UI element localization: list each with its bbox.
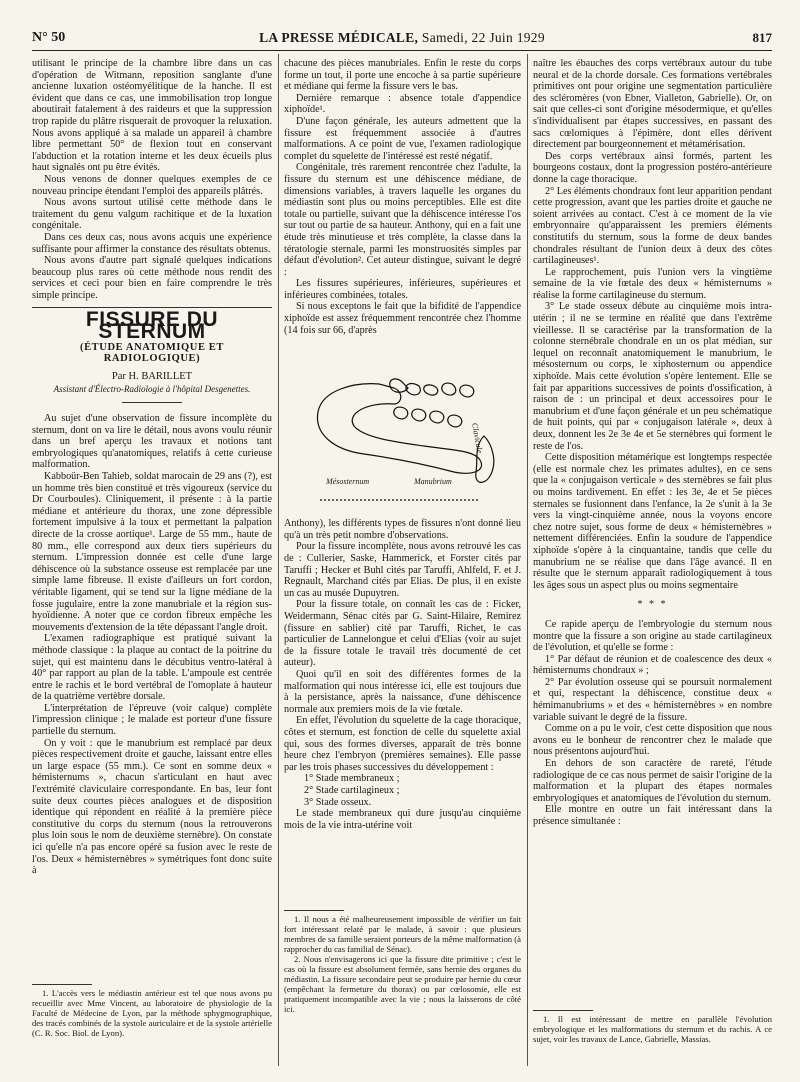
paragraph: L'interprétation de l'épreuve (voir calque) complète l'impression clinique ; le malade est porteur d'une fissure partielle du sternum. — [32, 702, 272, 738]
footnote-text: 2. Nous n'envisagerons ici que la fissure dite primitive ; c'est le cas où la fissure est absolument fermée, sans hernie des organes du médiastin. La fissure secondaire peut se produire par hernie du cœur (empêchant la fermeture du thorax) ou par cœlosomie, elle est pratiquement incompatible avec la vie ; nous la laisserons de côté ici. — [284, 954, 521, 1014]
label-manubrium: Manubrium — [414, 477, 452, 487]
paragraph: Congénitale, très rarement rencontrée chez l'adulte, la fissure du sternum est une déhiscence médiane, de dimensions variables, à travers laquelle les organes du médiastin sont plus ou moins perceptibles. Elle est dite totale ou partielle, suivant que la déhiscence intéresse l'os sur tout ou partie de sa hauteur. Anthony, qui en a fait une étude très minutieuse et très complète, la classe dans la tératologie sternale, parmi les monstruosités simples par défaut d'évolution². Cet auteur distingue, suivant le degré : — [284, 162, 521, 278]
column-divider — [527, 54, 528, 1066]
paragraph: En dehors de son caractère de rareté, l'étude radiologique de ce cas nous permet de saisir l'origine de la malformation et la plupart des étapes normales embryologiques et anatomiques de l'évolution du sternum. — [533, 758, 772, 804]
header-rule — [32, 50, 772, 51]
paragraph: 1° Par défaut de réunion et de coalescence des deux « hémisternums chondraux » ; — [533, 653, 772, 677]
journal-name: LA PRESSE MÉDICALE, — [259, 30, 419, 45]
author-affiliation: Assistant d'Électro-Radiologie à l'hôpital Desgenettes. — [53, 384, 251, 395]
paragraph: En effet, l'évolution du squelette de la cage thoracique, côtes et sternum, est fonction de celle du squelette axial qui, sous des formes diverses, apparaît de très bonne heure chez l'embryon (premières semaines). Elle passe par les trois phases successives du développement : — [284, 715, 521, 773]
paragraph: Quoi qu'il en soit des différentes formes de la malformation qui nous intéresse ici, elle est toujours due à la persistance, après la naissance, d'une déhiscence normale aux premiers mois de la vie fœtale. — [284, 668, 521, 715]
issue-number: N° 50 — [32, 30, 66, 45]
footnotes — [284, 914, 521, 1014]
page-number: 817 — [752, 30, 772, 45]
paragraph: Les fissures supérieures, inférieures, supérieures et inférieures combinées, totales. — [284, 278, 521, 301]
paragraph: Si nous exceptons le fait que la bifidité de l'appendice xiphoïde est assez fréquemment rencontrée chez l'homme (14 fois sur 66, d'après — [284, 301, 521, 336]
footnote — [32, 988, 272, 1038]
paragraph: Pour la fissure incomplète, nous avons retrouvé les cas de : Cullerier, Saske, Hammerick, et Forster cités par Taruffi ; Hecker et Buhl cités par Taruffi, Ahlfeld, F. et J. Regnault, Marchand cités par Elias. De plus, il en existe un cas au musée Dupuytren. — [284, 541, 521, 599]
list-item: 1° Stade membraneux ; — [304, 773, 400, 785]
column-1 — [32, 58, 272, 877]
paragraph: 2° Les éléments chondraux font leur apparition pendant cette progression, avant que les parties droite et gauche ne soient arrivées au contact. C'est à ce moment de la vie embryonnaire qu'apparaissent les premiers éléments constitutifs du sternum, sous la forme de deux bandes chondrales résultant de l'union deux à deux des côtes cartilagineuses¹. — [533, 185, 772, 267]
footnote-text: 1. Il est intéressant de mettre en parallèle l'évolution embryologique et les malformations du sternum et du rachis. A ce sujet, voir les travaux de Lance, Gabrielle, Massias. — [533, 1014, 772, 1044]
paragraph: naître les ébauches des corps vertébraux autour du tube neural et de la chorde dorsale. Ces formations vertébrales primitives ont pour origine une segmentation particulière des scléromères (von Ebner, Vialleton, Gabrielle). Or, on sait que celles-ci sont d'origine mésodermique, et qu'elles s'individualisent par étapes successives, en passant des sacs cœlomiques à l'épimère, dont elles dérivent directement par bourgeonnement et métamérisation. — [533, 58, 772, 151]
paragraph: 3° Le stade osseux débute au cinquième mois intra-utérin ; il ne se termine en réalité que dans l'extrême vieillesse. Il se caractérise par la transformation de la colonne sternébrale chondrale en un os plat médian, sur lequel on reconnaît anatomiquement le manubrium, le mésosternum ou corps, le xiphosternum ou appendice xiphoïde. Mais cette évolution s'opère lentement. Elle se fait par apparitions successives de points d'ossification, à raison de : un principal et deux accessoires pour le manubrium et d'une façon générale et un peu schématique de huit points, qui par « conjugaison latérale », deux à deux, donnent les 2e 3e 4e et 5e sternèbres qui forment le reste de l'os. — [533, 301, 772, 452]
paragraph: On y voit : que le manubrium est remplacé par deux pièces respectivement droite et gauche, laissant entre elles un large espace (55 mm.). Ce sont en somme deux « hémisternums », chacun s'articulant en haut avec l'extrémité claviculaire correspondante. En bas, leur font suite deux courtes pièces analogues et de disposition identique qui répondent en réalité à la première pièce constitutive du corps du sternum (nous la retrouverons plus loin sous le nom de deuxième sternèbre). On constate ici qu'elle n'a pas encore opéré sa fusion avec le reste de l'os. Deux « hémisternèbres » symétriques font donc suite à — [32, 737, 272, 877]
stage-list — [304, 773, 521, 808]
paragraph: Ce rapide aperçu de l'embryologie du sternum nous montre que la fissure a son origine au stade cartilagineux de l'évolution, et qu'elle se forme : — [533, 618, 772, 654]
sternum-tracing-figure — [284, 342, 521, 512]
paragraph: Anthony), les différents types de fissures n'ont donné lieu qu'à un très petit nombre d'observations. — [284, 518, 521, 541]
paragraph: Le stade membraneux qui dure jusqu'au cinquième mois de la vie intra-utérine voit — [284, 808, 521, 831]
paragraph: Elle montre en outre un fait intéressant dans la présence simultanée : — [533, 804, 772, 827]
article-author: Par H. BARILLET — [111, 370, 193, 382]
paragraph: Au sujet d'une observation de fissure incomplète du sternum, dont on va lire le détail, nous avons voulu réunir dans un bref aperçu les travaux et notions tant embryologiques qu'anatomiques, relatifs à cette curieuse malformation. — [32, 413, 272, 471]
paragraph: L'examen radiographique est pratiqué suivant la méthode classique : la plaque au contact de la poitrine du sujet, qui est maintenu dans le décubitus ventro-latéral à 40° par rapport au plan de la table. L'ampoule est centrée entre le rachis et le bord vertébral de l'omoplate à hauteur de la quatrième vertèbre dorsale. — [32, 633, 272, 703]
paragraph: Des corps vertébraux ainsi formés, partent les bourgeons costaux, dont la progression postéro-antérieure donne la cage thoracique. — [533, 150, 772, 185]
article-title: FISSURE DU STERNUM — [85, 308, 219, 344]
paragraph: Cette disposition métamérique est longtemps respectée (elle est normale chez les primates adultes), en ce sens que la « conjugaison verticale » des sternèbres se fait plus ou moins tardivement. En effet : les 3e, 4e et 5e pièces sternales se fusionnent dans l'enfance, la 2e s'unit à la 3e vers la vingt-cinquième année, nous la voyons encore chez notre sujet, sous forme de deux « hémisternèbres » nettement différenciées. Enfin la soudure de l'appendice xiphoïde s'opère à la cinquantaine, tandis que celle du manubrium ne se réalise que dans l'âge avancé. Il en résulte que le sternum apparaît radiologiquement à tous les âges sous un aspect plus ou moins segmentaire — [533, 452, 772, 591]
paragraph: Kabboür-Ben Tahieb, soldat marocain de 29 ans (?), est un homme très bien constitué et très vigoureux (service du Dr Courboules). Cliniquement, il présente : à la partie médiane et antérieure du thorax, une zone dépressible fortement impulsive à la toux et permettant la palpation directe de la crosse aortique¹. Large de 55 mm., haute de 80 mm., elle correspond aux deux tiers supérieurs du sternum. L'impression donnée est celle d'une large déhiscence où la substance osseuse est remplacée par une simple lame fibreuse. Il existe d'ailleurs un fort cordon, véritable ligament, qui se tend sur la ligne médiane de la fosse jugulaire, entre la zone manubriale et la région sus-hyoïdienne. A noter que ce cordon fibreux empêche les mouvements d'extension de la tête dépassant l'angle droit. — [32, 471, 272, 633]
paragraph: Dernière remarque : absence totale d'appendice xiphoïde¹. — [284, 92, 521, 116]
issue-date: Samedi, 22 Juin 1929 — [421, 30, 545, 45]
paragraph: Le rapprochement, puis l'union vers la vingtième semaine de la vie fœtale des deux « hémisternums » réalise la forme cartilagineuse du sternum. — [533, 266, 772, 301]
footnote-text: 1. L'accès vers le médiastin antérieur est tel que nous avons pu recueillir avec Mme Vincent, au laboratoire de physiologie de la Faculté de Médecine de Lyon, par la méthode sphygmographique, des tracés combinés de la systole auriculaire et de la systole artérielle (C. R. Soc. Biol. de Lyon). — [32, 988, 272, 1038]
list-item: 3° Stade osseux. — [304, 796, 372, 808]
paragraph: chacune des pièces manubriales. Enfin le reste du corps forme un tout, il porte une encoche à sa partie supérieure et médiane qui ferme la fissure vers le bas. — [284, 58, 521, 93]
label-mesosternum: Mésosternum — [326, 477, 370, 487]
column-divider — [278, 54, 279, 1066]
paragraph: D'une façon générale, les auteurs admettent que la fissure est fréquemment associée à d'autres malformations. A ce point de vue, l'examen radiologique complet du squelette de l'intéressé est resté négatif. — [284, 115, 521, 162]
paragraph: Nous venons de donner quelques exemples de ce nouveau principe étendant l'emploi des appareils plâtrés. — [32, 173, 272, 197]
footnote-text: 1. Il nous a été malheureusement impossible de vérifier un fait fort intéressant relaté par le malade, à savoir : que plusieurs membres de sa famille seraient porteurs de la même malformation (à rapprocher du cas familial de Sénac). — [284, 914, 521, 954]
page-header — [32, 30, 772, 48]
article-subtitle: (ÉTUDE ANATOMIQUE ET RADIOLOGIQUE) — [79, 341, 225, 365]
paragraph: 2° Par évolution osseuse qui se poursuit normalement et qui, respectant la déhiscence, constitue deux « hémimanubriums » et des « hémisternèbres » en nombre variable suivant le degré de la fissure. — [533, 676, 772, 723]
paragraph: Pour la fissure totale, on connaît les cas de : Ficker, Weidermann, Sénac cités par G. Saint-Hilaire, Remirez (fissure en sablier) cité par Taruffi, Richet, le cas particulier de Lannelongue et celui d'Elias (voir au sujet de la fissure totale le travail très documenté de cet auteur). — [284, 599, 521, 669]
footnote — [533, 1014, 772, 1044]
paragraph: Comme on a pu le voir, c'est cette disposition que nous avons eu le bonheur de rencontrer chez le malade que nous présentons aujourd'hui. — [533, 723, 772, 758]
footnote-rule — [533, 1010, 593, 1011]
paragraph: Dans ces deux cas, nous avons acquis une expérience suffisante pour affirmer la constance des résultats obtenus. — [32, 231, 272, 255]
paragraph: Nous avons surtout utilisé cette méthode dans le traitement du genu valgum rachitique et de la luxation congénitale. — [32, 197, 272, 232]
paragraph: utilisant le principe de la chambre libre dans un cas d'opération de Witmann, reposition sanglante d'une ancienne luxation ostéomyélitique de la hanche. Il est évident que dans ce cas, une immobilisation trop longue aboutirait fatalement à des raideurs et que la suppression trop rapide du plâtre risquerait de provoquer la reluxation. Nous avons appliqué à sa malade un appareil à chambre libre permettant 50° de flexion tout en conservant l'abduction et la rotation interne et les deux écueils plus haut signalés ont pu être évités. — [32, 58, 272, 174]
label-clavicule: Clavicule — [470, 422, 485, 455]
paragraph: Nous avons d'autre part signalé quelques indications beaucoup plus rares où cette méthode nous rendit des services et ceci pour bien en faire comprendre le très simple principe. — [32, 255, 272, 301]
footnote-rule — [284, 910, 344, 911]
column-2 — [284, 58, 521, 831]
sternum-tracing — [284, 342, 521, 512]
list-item: 2° Stade cartilagineux ; — [304, 784, 400, 796]
column-3 — [533, 58, 772, 828]
short-separator — [122, 402, 182, 403]
footnote-rule — [32, 984, 92, 985]
section-stars: * * * — [637, 599, 668, 611]
